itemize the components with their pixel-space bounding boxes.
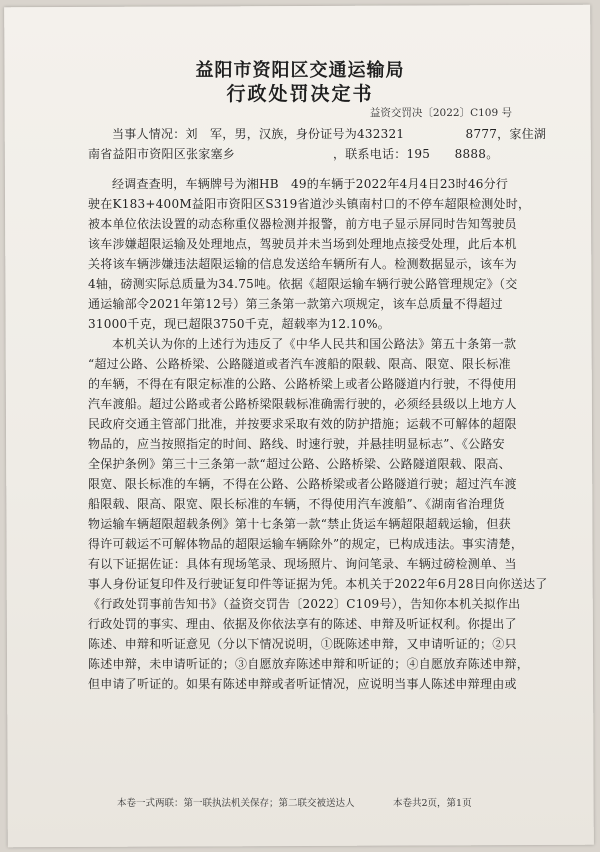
body-line: 31000千克，现已超限3750千克，超载率为12.10%。 <box>88 317 390 331</box>
body-line: 关将该车辆涉嫌违法超限运输的信息发送给车辆所有人。检测数据显示，该车为 <box>88 257 517 271</box>
body-line: 4轴，磅测实际总质量为34.75吨。依据《超限运输车辆行驶公路管理规定》（交 <box>88 277 518 291</box>
body-line: 有以下证据佐证：具体有现场笔录、现场照片、询问笔录、车辆过磅检测单、当 <box>88 557 517 571</box>
document-body <box>88 124 548 714</box>
body-line: 但申请了听证的。如果有陈述申辩或者听证情况，应说明当事人陈述申辩理由或 <box>88 677 517 691</box>
document-title: 行政处罚决定书 <box>226 83 374 105</box>
body-line: 物品的，应当按照指定的时间、路线、时速行驶，并悬挂明显标志”、《公路安 <box>88 437 505 451</box>
body-line: 本机关认为你的上述行为违反了《中华人民共和国公路法》第五十条第一款 <box>112 337 517 351</box>
party-info-line: 当事人情况：刘 军，男，汉族，身份证号为432321 8777，家住湖 <box>112 127 547 141</box>
body-line <box>88 694 526 714</box>
body-line: 被本单位依法设置的动态称重仪器检测并报警，前方电子显示屏同时告知驾驶员 <box>88 217 517 231</box>
body-line: 得许可载运不可解体物品的超限运输车辆除外”的规定，已构成违法。事实清楚， <box>88 537 524 551</box>
paragraph-gap <box>88 164 526 174</box>
body-line: 通运输部令2021年第12号）第三条第一款第六项规定，该车总质量不得超过 <box>88 297 503 311</box>
body-line: 该车涉嫌超限运输及处理地点，驾驶员并未当场到处理地点接受处理，此后本机 <box>88 237 517 251</box>
body-line: 陈述申辩，未申请听证的；③自愿放弃陈述申辩和听证的；④自愿放弃陈述申辩， <box>88 657 530 671</box>
body-line: 限宽、限长标准的车辆，不得在公路、公路桥梁或者公路隧道行驶；超过汽车渡 <box>88 477 517 491</box>
body-line: 事人身份证复印件及行驶证复印件等证据为凭。本机关于2022年6月28日向你送达了 <box>88 577 548 591</box>
body-line: 物运输车辆超限超载条例》第十七条第一款“禁止货运车辆超限超载运输，但获 <box>88 517 511 531</box>
party-info-line: 南省益阳市资阳区张家塞乡 ，联系电话：195 8888。 <box>88 147 499 161</box>
body-line: 经调查查明，车辆牌号为湘HB 49的车辆于2022年4月4日23时46分行 <box>112 177 509 191</box>
body-line: “超过公路、公路桥梁、公路隧道或者汽车渡船的限载、限高、限宽、限长标准 <box>88 357 511 371</box>
footer-copy-note: 本卷一式两联：第一联执法机关保存；第二联交被送达人 <box>117 798 355 809</box>
body-line: 陈述、申辩和听证意见（分以下情况说明，①既陈述申辩，又申请听证的；②只 <box>88 637 517 651</box>
agency-title: 益阳市资阳区交通运输局 <box>195 60 405 81</box>
document-number: 益资交罚决〔2022〕C109 号 <box>369 107 512 119</box>
body-line: 民政府交通主管部门批准，并按要求采取有效的防护措施；运载不可解体的超限 <box>88 417 517 431</box>
body-line: 汽车渡船。超过公路或者公路桥梁限载标准确需行驶的，必须经县级以上地方人 <box>88 397 517 411</box>
body-line: 行政处罚的事实、理由、依据及你依法享有的陈述、申辩及听证权利。你提出了 <box>88 617 517 631</box>
footer-page-number: 本卷共2页，第1页 <box>393 798 472 809</box>
body-line: 船限载、限高、限宽、限长标准的车辆，不得使用汽车渡船”、《湖南省治理货 <box>88 497 505 511</box>
body-line: 的车辆，不得在有限定标准的公路、公路桥梁上或者公路隧道内行驶，不得使用 <box>88 377 517 391</box>
body-line: 驶在K183+400M益阳市资阳区S319省道沙头镇南村口的不停车超限检测处时， <box>88 197 531 211</box>
body-line: 全保护条例》第三十三条第一款“超过公路、公路桥梁、公路隧道限载、限高、 <box>88 457 511 471</box>
body-line: 《行政处罚事前告知书》（益资交罚告〔2022〕C109号），告知你本机关拟作出 <box>88 597 521 611</box>
